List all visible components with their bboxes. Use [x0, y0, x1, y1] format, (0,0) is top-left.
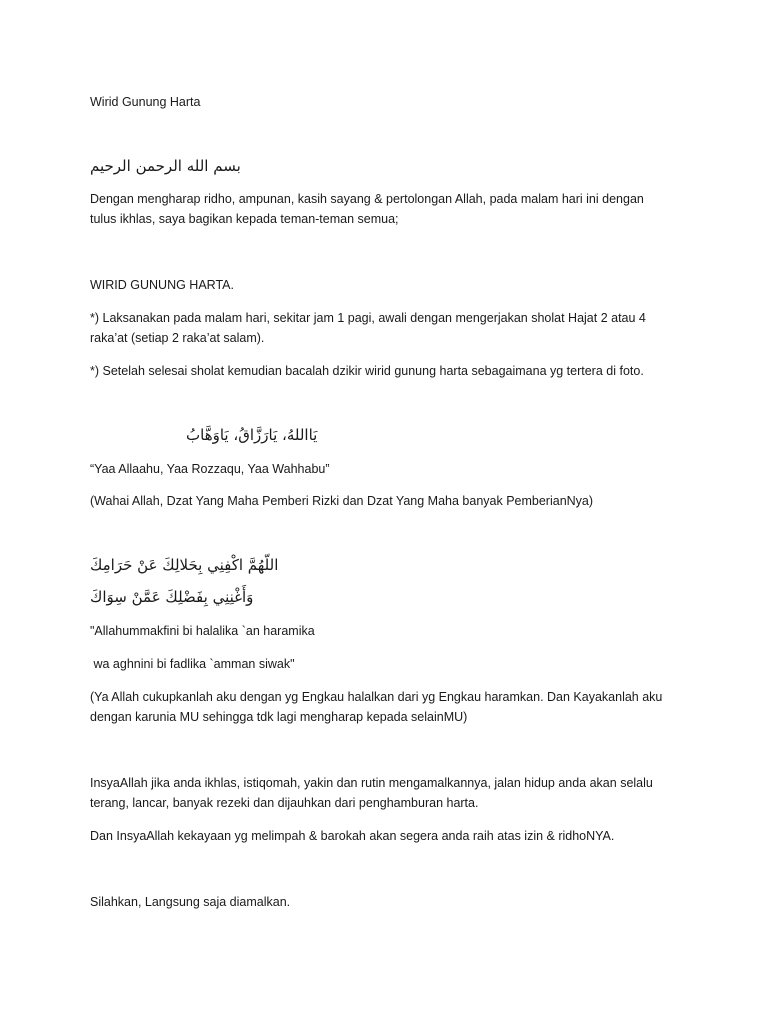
closing-paragraph-3: Silahkan, Langsung saja diamalkan. [90, 895, 291, 909]
basmalah-arabic: بسم الله الرحمن الرحيم [90, 157, 241, 175]
instruction-step-2: *) Setelah selesai sholat kemudian bacalah dzikir wirid gunung harta sebagaimana yg tertera di foto. [90, 364, 644, 378]
dhikr-2-arabic-line-1: اللّهُمَّ اكْفِنِي بِحَلالِكَ عَنْ حَرَامِكَ [90, 556, 279, 574]
document-title: Wirid Gunung Harta [90, 95, 201, 109]
dhikr-2-latin-line-1: "Allahummakfini bi halalika `an haramika [90, 624, 315, 638]
dhikr-2-latin-line-2: wa aghnini bi fadlika `amman siwak" [90, 657, 295, 671]
dhikr-2-arabic-line-2: وَأَغْنِنِي بِفَضْلِكَ عَمَّنْ سِوَاكَ [90, 588, 254, 606]
dhikr-1-meaning: (Wahai Allah, Dzat Yang Maha Pemberi Rizki dan Dzat Yang Maha banyak PemberianNya) [90, 494, 594, 508]
dhikr-1-arabic: يَااللهُ، يَارَزَّاقُ، يَاوَهَّابُ [186, 426, 318, 444]
closing-paragraph-1: InsyaAllah jika anda ikhlas, istiqomah, yakin dan rutin mengamalkannya, jalan hidup anda akan selalu terang, lancar, banyak rezeki dan dijauhkan dari penghamburan harta. [90, 776, 653, 810]
dhikr-2-meaning: (Ya Allah cukupkanlah aku dengan yg Engkau halalkan dari yg Engkau haramkan. Dan Kayakanlah aku dengan karunia MU sehingga tdk lagi mengharap kepada selainMU) [90, 690, 663, 724]
intro-paragraph: Dengan mengharap ridho, ampunan, kasih sayang & pertolongan Allah, pada malam hari ini dengan tulus ikhlas, saya bagikan kepada teman-teman semua; [90, 192, 644, 226]
section-heading: WIRID GUNUNG HARTA. [90, 278, 234, 292]
closing-paragraph-2: Dan InsyaAllah kekayaan yg melimpah & barokah akan segera anda raih atas izin & ridhoNYA. [90, 829, 615, 843]
instruction-step-1: *) Laksanakan pada malam hari, sekitar jam 1 pagi, awali dengan mengerjakan sholat Hajat 2 atau 4 raka’at (setiap 2 raka’at salam). [90, 311, 646, 345]
dhikr-1-latin: “Yaa Allaahu, Yaa Rozzaqu, Yaa Wahhabu” [90, 462, 330, 476]
